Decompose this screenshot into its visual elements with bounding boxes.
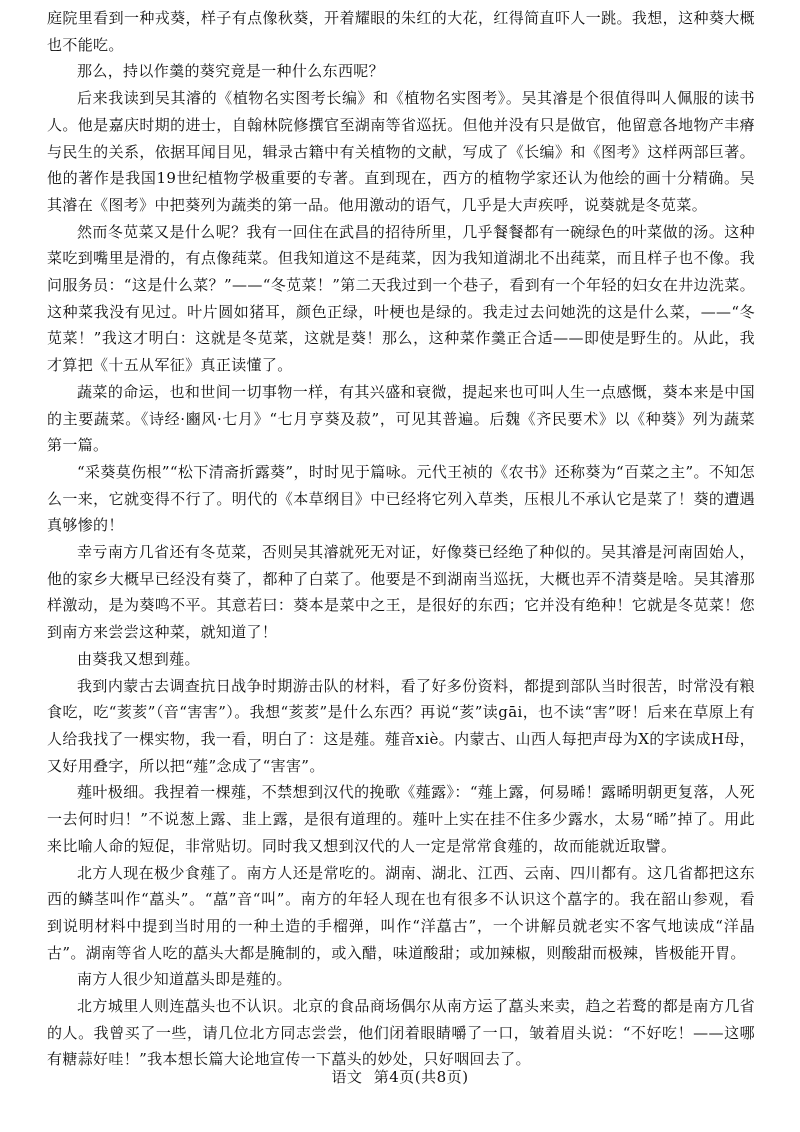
paragraph-8: 由葵我又想到薤。	[77, 649, 200, 668]
footer-subject: 语文	[331, 1068, 363, 1086]
paragraph-1: 庭院里看到一种戎葵，样子有点像秋葵，开着耀眼的朱红的大花，红得简直吓人一跳。我想，这种葵大概也不能吃。	[47, 9, 755, 54]
paragraph-5: 蔬菜的命运，也和世间一切事物一样，有其兴盛和衰微，提起来也可叫人生一点感慨，葵本来是中国的主要蔬菜。《诗经·豳风·七月》“七月亨葵及菽”，可见其普遍。后魏《齐民要术》以《种葵》列为蔬菜第一篇。	[47, 382, 755, 455]
paragraph-11: 北方人现在极少食薤了。南方人还是常吃的。湖南、湖北、江西、云南、四川都有。这几省都把这东西的鳞茎叫作“藠头”。“藠”音“叫”。南方的年轻人现在也有很多不认识这个藠字的。我在韶山参观，看到说明材料中提到当时用的一种土造的手榴弹，叫作“洋藠古”，一个讲解员就老实不客气地读成“洋晶古”。湖南等省人吃的藠头大都是腌制的，或入醋，味道酸甜；或加辣椒，则酸甜而极辣，皆极能开胃。	[47, 863, 755, 962]
paragraph-3: 后来我读到吴其濬的《植物名实图考长编》和《植物名实图考》。吴其濬是个很值得叫人佩服的读书人。他是嘉庆时期的进士，自翰林院修撰官至湖南等省巡抚。但他并没有只是做官，他留意各地物产丰瘠与民生的关系，依据耳闻目见，辑录古籍中有关植物的文献，写成了《长编》和《图考》这样两部巨著。他的著作是我国19世纪植物学极重要的专著。直到现在，西方的植物学家还认为他绘的画十分精确。吴其濬在《图考》中把葵列为蔬类的第一品。他用激动的语气，几乎是大声疾呼，说葵就是冬苋菜。	[47, 89, 755, 214]
paragraph-10: 薤叶极细。我捏着一棵薤，不禁想到汉代的挽歌《薤露》：“薤上露，何易晞！露晞明朝更复落，人死一去何时归！”不说葱上露、韭上露，是很有道理的。薤叶上实在挂不住多少露水，太易“晞”掉了。用此来比喻人命的短促，非常贴切。同时我又想到汉代的人一定是常常食薤的，故而能就近取譬。	[47, 783, 755, 855]
paragraph-2: 那么，持以作羹的葵究竟是一种什么东西呢？	[77, 62, 385, 81]
paragraph-4: 然而冬苋菜又是什么呢？我有一回住在武昌的招待所里，几乎餐餐都有一碗绿色的叶菜做的汤。这种菜吃到嘴里是滑的，有点像莼菜。但我知道这不是莼菜，因为我知道湖北不出莼菜，而且样子也不像。我问服务员：“这是什么菜？”——“冬苋菜！”第二天我过到一个巷子，看到有一个年轻的妇女在井边洗菜。这种菜我没有见过。叶片圆如猪耳，颜色正绿，叶梗也是绿的。我走过去问她洗的这是什么菜，——“冬苋菜！”我这才明白：这就是冬苋菜，这就是葵！那么，这种菜作羹正合适——即使是野生的。从此，我才算把《十五从军征》真正读懂了。	[47, 222, 755, 375]
page-footer	[0, 1066, 800, 1087]
paragraph-7: 幸亏南方几省还有冬苋菜，否则吴其濬就死无对证，好像葵已经绝了种似的。吴其濬是河南固始人，他的家乡大概早已经没有葵了，都种了白菜了。他要是不到湖南当巡抚，大概也弄不清葵是啥。吴其濬那样激动，是为葵鸣不平。其意若曰：葵本是菜中之王，是很好的东西；它并没有绝种！它就是冬苋菜！您到南方来尝尝这种菜，就知道了！	[47, 543, 755, 642]
paragraph-6: “采葵莫伤根”“松下清斋折露葵”，时时见于篇咏。元代王祯的《农书》还称葵为“百菜之主”。不知怎么一来，它就变得不行了。明代的《本草纲目》中已经将它列入草类，压根儿不承认它是菜了！葵的遭遇真够惨的！	[47, 462, 755, 535]
paragraph-13: 北方城里人则连藠头也不认识。北京的食品商场偶尔从南方运了藠头来卖，趋之若鹜的都是南方几省的人。我曾买了一些，请几位北方同志尝尝，他们闭着眼睛嚼了一口，皱着眉头说：“不好吃！——这哪有糖蒜好哇！”我本想长篇大论地宣传一下藠头的妙处，只好咽回去了。	[47, 997, 755, 1069]
article-body	[47, 5, 755, 1073]
paragraph-9: 我到内蒙古去调查抗日战争时期游击队的材料，看了好多份资料，都提到部队当时很苦，时常没有粮食吃，吃“荄荄”（音“害害”）。我想“荄荄”是什么东西？再说“荄”读gāi，也不读“害”呀！后来在草原上有人给我找了一棵实物，我一看，明白了：这是薤。薤音xiè。内蒙古、山西人每把声母为X的字读成H母，又好用叠字，所以把“薤”念成了“害害”。	[47, 676, 755, 775]
footer-page-number: 第4页(共8页)	[373, 1068, 469, 1086]
paragraph-12: 南方人很少知道藠头即是薤的。	[77, 970, 292, 989]
